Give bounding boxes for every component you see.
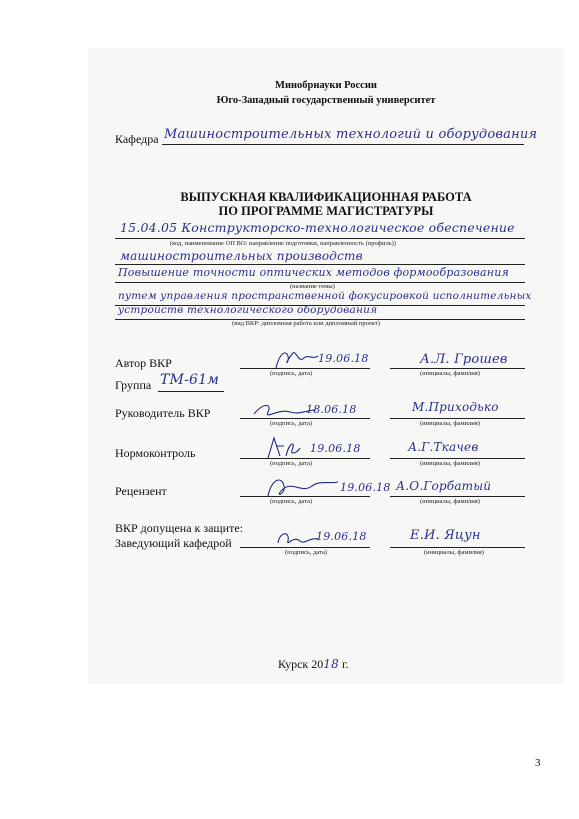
- group-label: Группа: [115, 378, 152, 392]
- department-underline: [162, 144, 524, 145]
- reviewer-label: Рецензент: [115, 484, 167, 498]
- department-value: Машиностроительных технологий и оборудования: [164, 127, 538, 142]
- supervisor-name: М.Приходько: [412, 400, 499, 414]
- university-name: Юго-Западный государственный университет: [216, 95, 436, 106]
- topic-line-2: путем управления пространственной фокусировкой исполнительных: [118, 290, 532, 302]
- document-title: [88, 190, 564, 218]
- supervisor-date: 18.06.18: [306, 403, 357, 416]
- city-year: [278, 657, 349, 672]
- author-name-caption: (инициалы, фамилия): [420, 370, 480, 377]
- author-sign-line: [240, 368, 370, 369]
- admission-name-caption: (инициалы, фамилия): [424, 549, 484, 556]
- supervisor-sign-line: [240, 418, 370, 419]
- program-value-2: машиностроительных производств: [120, 249, 363, 263]
- page-number: 3: [535, 757, 541, 769]
- supervisor-sign-caption: (подпись, дата): [270, 420, 313, 427]
- author-label: Автор ВКР: [115, 356, 172, 370]
- reviewer-name-caption: (инициалы, фамилия): [420, 498, 480, 505]
- normcontrol-date: 19.06.18: [310, 442, 361, 455]
- program-underline: [115, 238, 525, 239]
- header: [88, 78, 564, 108]
- program-underline-2: [115, 264, 525, 265]
- reviewer-name: А.О.Горбатый: [396, 479, 492, 493]
- reviewer-sign-line: [240, 496, 370, 497]
- author-date: 19.06.18: [318, 352, 369, 365]
- supervisor-name-line: [390, 418, 525, 419]
- group-value: ТМ-61м: [160, 372, 220, 388]
- topic-line-1: Повышение точности оптических методов формообразования: [118, 266, 509, 279]
- year-suffix: 18: [323, 657, 339, 671]
- year-end: г.: [341, 657, 349, 671]
- reviewer-date: 19.06.18: [340, 481, 391, 494]
- normcontrol-sign-caption: (подпись, дата): [270, 460, 313, 467]
- topic-caption: (название темы): [290, 283, 335, 290]
- admission-name-line: [390, 547, 525, 548]
- normcontrol-label: Нормоконтроль: [115, 446, 196, 460]
- topic-line-3: устройств технологического оборудования: [118, 304, 378, 316]
- head-of-department-label: Заведующий кафедрой: [115, 536, 232, 550]
- normcontrol-name-line: [390, 458, 525, 459]
- author-name-line: [390, 368, 525, 369]
- title-line-2: ПО ПРОГРАММЕ МАГИСТРАТУРЫ: [218, 204, 434, 218]
- title-line-1: ВЫПУСКНАЯ КВАЛИФИКАЦИОННАЯ РАБОТА: [180, 190, 472, 204]
- author-sign-caption: (подпись, дата): [270, 370, 313, 377]
- admission-label: ВКР допущена к защите:: [115, 521, 243, 535]
- ministry-name: Минобрнауки России: [275, 80, 377, 91]
- admission-name: Е.И. Яцун: [410, 528, 481, 543]
- reviewer-sign-caption: (подпись, дата): [270, 498, 313, 505]
- supervisor-label: Руководитель ВКР: [115, 406, 211, 420]
- work-type-caption: (вид ВКР: дипломная работа или дипломный проект): [232, 320, 380, 327]
- supervisor-name-caption: (инициалы, фамилия): [420, 420, 480, 427]
- normcontrol-sign-line: [240, 458, 370, 459]
- reviewer-name-line: [390, 496, 525, 497]
- program-caption: (код, наименование ОП ВО: направление подготовки, направленность (профиль)): [170, 240, 396, 247]
- program-value: 15.04.05 Конструкторско-технологическое обеспечение: [120, 220, 515, 235]
- admission-sign-caption: (подпись, дата): [285, 549, 328, 556]
- normcontrol-name-caption: (инициалы, фамилия): [420, 460, 480, 467]
- city-year-prefix: Курск 20: [278, 657, 324, 671]
- admission-date: 19.06.18: [316, 530, 367, 543]
- normcontrol-name: А.Г.Ткачев: [408, 440, 479, 454]
- admission-sign-line: [240, 547, 370, 548]
- department-label: Кафедра: [115, 132, 159, 146]
- author-name: А.Л. Грошев: [420, 352, 508, 367]
- group-underline: [158, 391, 224, 392]
